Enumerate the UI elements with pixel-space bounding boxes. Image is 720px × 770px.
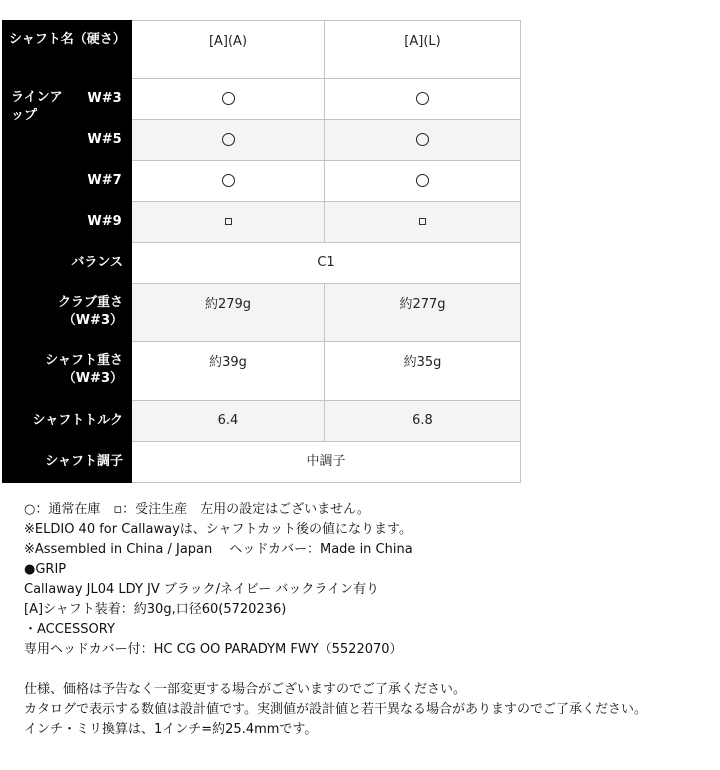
club-weight-row xyxy=(3,284,521,342)
in-stock-circle-icon xyxy=(222,92,235,105)
lineup-row-w9 xyxy=(3,202,521,243)
lineup-w9-col1 xyxy=(132,202,325,243)
conversion-note: インチ・ミリ換算は、1インチ=約25.4mmです。 xyxy=(24,722,318,737)
disclaimer-2: カタログで表示する数値は設計値です。実測値が設計値と若干異なる場合がありますのでご了承ください。 xyxy=(24,702,647,717)
assembled-note: ※Assembled in China / Japan ヘッドカバー：Made in China xyxy=(24,542,413,557)
shaft-torque-label: シャフトトルク xyxy=(3,401,132,442)
in-stock-circle-icon xyxy=(416,174,429,187)
in-stock-circle-icon xyxy=(222,133,235,146)
spec-notes xyxy=(24,500,714,740)
shaft-col2-name: [A](L) xyxy=(325,21,521,79)
lineup-w3-col2 xyxy=(325,79,521,120)
lineup-row-w7 xyxy=(3,161,521,202)
made-to-order-square-icon xyxy=(225,218,232,225)
club-weight-label: クラブ重さ（W#3） xyxy=(3,284,132,342)
lineup-w5-col1 xyxy=(132,120,325,161)
lineup-w3-label: W#3 xyxy=(78,79,132,120)
disclaimer-1: 仕様、価格は予告なく一部変更する場合がございますのでご了承ください。 xyxy=(24,682,467,697)
shaft-weight-col2: 約35g xyxy=(325,342,521,401)
grip-detail: Callaway JL04 LDY JV ブラック/ネイビー バックライン有り xyxy=(24,582,379,597)
in-stock-circle-icon xyxy=(416,92,429,105)
lineup-w9-label: W#9 xyxy=(78,202,132,243)
header-row xyxy=(3,21,521,79)
lineup-w3-col1 xyxy=(132,79,325,120)
shaft-weight-row xyxy=(3,342,521,401)
shaft-col1-name: [A](A) xyxy=(132,21,325,79)
balance-row xyxy=(3,243,521,284)
in-stock-circle-icon xyxy=(222,174,235,187)
accessory-heading: ・ACCESSORY xyxy=(24,622,115,637)
lineup-label: ラインアップ xyxy=(3,79,78,243)
lineup-w7-col2 xyxy=(325,161,521,202)
balance-value: C1 xyxy=(132,243,521,284)
club-weight-col1: 約279g xyxy=(132,284,325,342)
shaft-kick-label: シャフト調子 xyxy=(3,442,132,483)
shaft-spec-note: [A]シャフト装着：約30g,口径60(5720236) xyxy=(24,602,287,617)
lineup-w7-label: W#7 xyxy=(78,161,132,202)
shaft-torque-col2: 6.8 xyxy=(325,401,521,442)
shaft-kick-value: 中調子 xyxy=(132,442,521,483)
made-to-order-square-icon xyxy=(419,218,426,225)
shaft-torque-col1: 6.4 xyxy=(132,401,325,442)
lineup-w7-col1 xyxy=(132,161,325,202)
spec-table xyxy=(2,20,521,483)
legend-note: ○：通常在庫 ▫：受注生産 左用の設定はございません。 xyxy=(24,502,370,517)
lineup-w5-label: W#5 xyxy=(78,120,132,161)
lineup-row-w3 xyxy=(3,79,521,120)
shaft-torque-row xyxy=(3,401,521,442)
shaft-kick-row xyxy=(3,442,521,483)
lineup-row-w5 xyxy=(3,120,521,161)
grip-heading: ●GRIP xyxy=(24,562,67,577)
balance-label: バランス xyxy=(3,243,132,284)
club-weight-col2: 約277g xyxy=(325,284,521,342)
shaft-weight-col1: 約39g xyxy=(132,342,325,401)
lineup-w5-col2 xyxy=(325,120,521,161)
shaft-weight-label: シャフト重さ（W#3） xyxy=(3,342,132,401)
notes-spacer xyxy=(24,660,714,680)
in-stock-circle-icon xyxy=(416,133,429,146)
headcover-note: 専用ヘッドカバー付：HC CG OO PARADYM FWY（5522070） xyxy=(24,642,403,657)
shaft-name-label: シャフト名（硬さ） xyxy=(3,21,132,79)
eldio-note: ※ELDIO 40 for Callawayは、シャフトカット後の値になります。 xyxy=(24,522,412,537)
lineup-w9-col2 xyxy=(325,202,521,243)
